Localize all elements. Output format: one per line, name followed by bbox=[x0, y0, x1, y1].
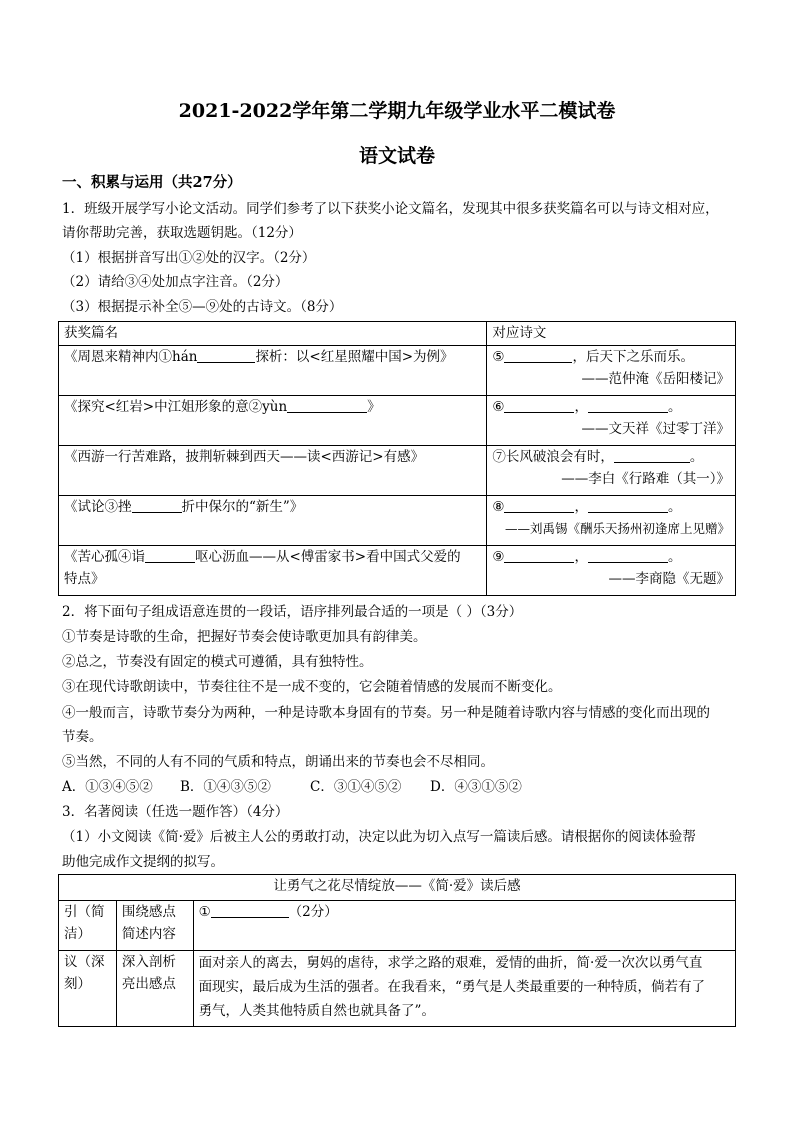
outline-r2-desc-b: 亮出感点 bbox=[121, 976, 176, 992]
table-row bbox=[59, 396, 736, 446]
outline-title: 让勇气之花尽情绽放——《简·爱》读后感 bbox=[59, 875, 736, 901]
outline-r1-label-a: 引（简 bbox=[64, 904, 105, 920]
row5-poem-comma: ， bbox=[574, 549, 588, 565]
q2-sentence-4-line2: 节奏。 bbox=[62, 729, 103, 745]
q1-stem-line1: 1．班级开展学写小论文活动。同学们参考了以下获奖小论文篇名，发现其中很多获奖篇名可以与诗文相对应， bbox=[62, 201, 719, 217]
outline-blank-1[interactable] bbox=[211, 903, 289, 918]
table-row bbox=[59, 546, 736, 596]
row5-title-a: 《苦心孤④诣 bbox=[64, 549, 145, 565]
row4-title-b: 折中保尔的“新生”》 bbox=[181, 499, 304, 515]
outline-r1-desc-b: 简述内容 bbox=[121, 926, 176, 942]
row2-poem-period: 。 bbox=[667, 399, 682, 415]
q2-sentence-2: ②总之，节奏没有固定的模式可遵循，具有独特性。 bbox=[62, 654, 373, 670]
outline-r2-text-3: 勇气，人类其他特质自然也就具备了”。 bbox=[198, 1003, 435, 1019]
blank-2[interactable] bbox=[287, 398, 367, 413]
blank-6b[interactable] bbox=[588, 398, 668, 413]
row4-title-a: 《试论③挫 bbox=[64, 499, 132, 515]
row1-title-a: 《周恩来精神内①hán bbox=[64, 349, 198, 365]
outline-title-row bbox=[59, 875, 736, 901]
table-row bbox=[59, 346, 736, 396]
row3-title: 《西游一行苦难路，披荆斩棘到西天——读<西游记>有感》 bbox=[64, 449, 425, 465]
outline-r2-label-b: 刻） bbox=[64, 976, 91, 992]
outline-r1-num: ① bbox=[198, 904, 211, 920]
row2-source: ——文天祥《过零丁洋》 bbox=[581, 421, 730, 437]
q3-sub1-line2: 助他完成作文提纲的拟写。 bbox=[62, 854, 224, 870]
q1-table bbox=[58, 321, 736, 596]
row4-poem-num: ⑧ bbox=[492, 499, 505, 515]
table-row bbox=[59, 446, 736, 496]
row3-poem-period: 。 bbox=[689, 449, 704, 465]
row5-poem-num: ⑨ bbox=[492, 549, 505, 565]
blank-5[interactable] bbox=[504, 348, 572, 363]
outline-r2-label-a: 议（深 bbox=[64, 954, 105, 970]
q1-sub1: （1）根据拼音写出①②处的汉字。（2分） bbox=[62, 250, 316, 266]
row4-poem-period: 。 bbox=[667, 499, 682, 515]
outline-r1-label-b: 洁） bbox=[64, 926, 91, 942]
blank-8a[interactable] bbox=[504, 498, 574, 513]
q3-sub1-line1: （1）小文阅读《简·爱》后被主人公的勇敢打动，决定以此为切入点写一篇读后感。请根据你的阅读体验帮 bbox=[62, 829, 696, 845]
table-row bbox=[59, 496, 736, 546]
q2-option-a[interactable]: A．①③④⑤② bbox=[62, 779, 153, 795]
header-award-title: 获奖篇名 bbox=[59, 322, 487, 346]
exam-title: 2021-2022学年第二学期九年级学业水平二模试卷 bbox=[178, 100, 616, 122]
q2-option-d[interactable]: D．④③①⑤② bbox=[430, 779, 522, 795]
q2-option-c[interactable]: C．③①④⑤② bbox=[310, 779, 402, 795]
row5-title-b: 呕心沥血——从<傅雷家书>看中国式父爱的 bbox=[195, 549, 461, 565]
q1-sub2: （2）请给③④处加点字注音。（2分） bbox=[62, 274, 289, 290]
blank-4[interactable] bbox=[145, 548, 195, 563]
exam-subtitle: 语文试卷 bbox=[358, 145, 435, 167]
q1-stem-line2: 请你帮助完善，获取选题钥匙。（12分） bbox=[62, 225, 302, 241]
row1-poem-text: ，后天下之乐而乐。 bbox=[572, 349, 694, 365]
q1-sub3: （3）根据提示补全⑤—⑨处的古诗文。（8分） bbox=[62, 299, 343, 315]
row3-poem-text: ⑦长风破浪会有时， bbox=[492, 449, 614, 465]
row1-title-b: 探析：以<红星照耀中国>为例》 bbox=[255, 349, 454, 365]
row2-title-a: 《探究<红岩>中江姐形象的意②yùn bbox=[64, 399, 288, 415]
row3-source: ——李白《行路难（其一）》 bbox=[561, 471, 730, 487]
blank-7[interactable] bbox=[614, 448, 690, 463]
q2-sentence-4-line1: ④一般而言，诗歌节奏分为两种，一种是诗歌本身固有的节奏。另一种是随着诗歌内容与情感的变化而出现的 bbox=[62, 705, 710, 721]
row5-poem-period: 。 bbox=[667, 549, 682, 565]
q2-option-b[interactable]: B．①④③⑤② bbox=[180, 779, 271, 795]
row4-poem-comma: ， bbox=[574, 499, 588, 515]
row1-poem-num: ⑤ bbox=[492, 349, 505, 365]
table-row bbox=[59, 951, 736, 1027]
blank-6a[interactable] bbox=[504, 398, 574, 413]
outline-r1-score: （2分） bbox=[288, 904, 338, 920]
blank-8b[interactable] bbox=[588, 498, 668, 513]
table-header-row bbox=[59, 322, 736, 346]
row2-title-b: 》 bbox=[367, 399, 381, 415]
row1-source: ——范仲淹《岳阳楼记》 bbox=[581, 371, 730, 387]
row4-source: ——刘禹锡《酬乐天扬州初逢席上见赠》 bbox=[504, 521, 730, 536]
outline-r2-text-1: 面对亲人的离去，舅妈的虐待，求学之路的艰难，爱情的曲折，简·爱一次次以勇气直 bbox=[198, 955, 703, 971]
q2-sentence-5: ⑤当然，不同的人有不同的气质和特点，朗诵出来的节奏也会不尽相同。 bbox=[62, 754, 494, 770]
q2-sentence-1: ①节奏是诗歌的生命，把握好节奏会使诗歌更加具有韵律美。 bbox=[62, 629, 427, 645]
row5-source: ——李商隐《无题》 bbox=[608, 571, 730, 587]
blank-1[interactable] bbox=[197, 348, 255, 363]
outline-r2-text-2: 面现实，最后成为生活的强者。在我看来，“勇气是人类最重要的一种特质，倘若有了 bbox=[198, 979, 705, 995]
outline-r2-desc-a: 深入剖析 bbox=[121, 954, 176, 970]
blank-9a[interactable] bbox=[504, 548, 574, 563]
q2-stem: 2．将下面句子组成语意连贯的一段话，语序排列最合适的一项是（ ）（3分） bbox=[62, 604, 523, 620]
q2-sentence-3: ③在现代诗歌朗读中，节奏往往不是一成不变的，它会随着情感的发展而不断变化。 bbox=[62, 679, 562, 695]
blank-3[interactable] bbox=[132, 498, 182, 513]
q3-stem: 3．名著阅读（任选一题作答）（4分） bbox=[62, 804, 289, 820]
outline-r1-desc-a: 围绕感点 bbox=[121, 904, 176, 920]
header-poem: 对应诗文 bbox=[487, 322, 736, 346]
table-row bbox=[59, 901, 736, 951]
row2-poem-num: ⑥ bbox=[492, 399, 505, 415]
section-heading: 一、积累与运用（共27分） bbox=[62, 174, 242, 191]
blank-9b[interactable] bbox=[588, 548, 668, 563]
q3-outline-table bbox=[58, 874, 736, 1027]
row2-poem-comma: ， bbox=[574, 399, 588, 415]
row5-title-c: 特点》 bbox=[64, 571, 105, 587]
